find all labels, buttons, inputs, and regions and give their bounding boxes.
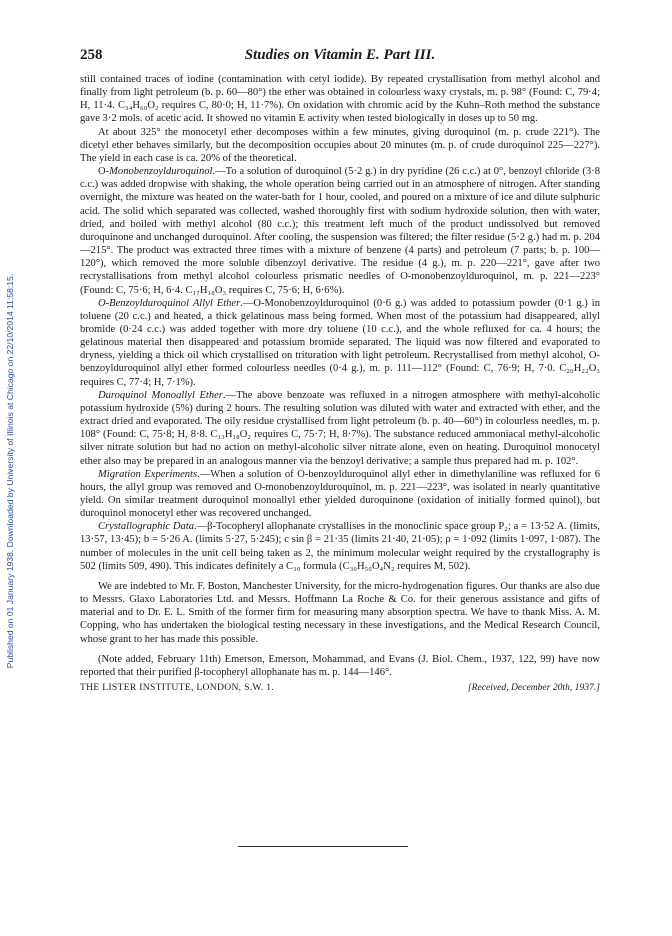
paragraph: Crystallographic Data.—β-Tocopheryl allophanate crystallises in the monoclinic space group P₂; a = 13·52 A. (limits, 13·57, 13·45); b = 5·26 A. (limits 5·27, 5·245); c sin β = 21·35 (limits 21·40, 21·05); ρ = 1·092 (limits 1·097, 1·087). The number of molecules in the unit cell being taken as 2, the minimum molecular weight required by the crystallography is 502 (limits 509, 490). This indicates definitely a C₃₀ formula (C₃₀H₅₀O₄N₂ requires M, 502). [80, 521, 600, 572]
journal-page [80, 47, 600, 696]
acknowledgements: We are indebted to Mr. F. Boston, Manchester University, for the micro-hydrogenation figures. Our thanks are also due to Messrs. Glaxo Laboratories Ltd. and Messrs. Hoffmann La Roche & Co. for their generous assistance and gifts of material and to Dr. E. L. Smith of the former firm for measuring many absorption spectra. We have to thank Miss. A. M. Copping, who has undertaken the biological testing necessary in these investigations, and the Medical Research Council, whose grant to her has made this possible. [80, 580, 600, 645]
paragraph: At about 325° the monocetyl ether decomposes within a few minutes, giving duroquinol (m. p. crude 221°). The dicetyl ether behaves similarly, but the decomposition occupies about 20 minutes (m. p. of crude duroquinol 225—227°). The yield in each case is ca. 20% of the theoretical. [80, 126, 600, 164]
note-added: (Note added, February 11th) Emerson, Emerson, Mohammad, and Evans (J. Biol. Chem., 1937, 122, 99) have now reported that their purified β-tocopheryl allophanate has m. p. 144—146°. [80, 653, 600, 678]
page-number: 258 [80, 47, 103, 63]
download-notice-sidebar [0, 0, 20, 936]
article-body [80, 73, 600, 679]
end-rule [238, 846, 408, 847]
institution-address: THE LISTER INSTITUTE, LONDON, S.W. 1. [80, 682, 275, 694]
article-footer [80, 682, 600, 696]
download-notice-text: Published on 01 January 1938. Downloaded by University of Illinois at Chicago on 22/10/2014 11:58:15. [5, 273, 15, 669]
paragraph: Duroquinol Monoallyl Ether.—The above benzoate was refluxed in a nitrogen atmosphere with methyl-alcoholic potassium hydroxide (5%) during 2 hours. The resulting solution was diluted with water and extracted with ether, and the extract dried and evaporated. The oily residue crystallised from light petroleum (b. p. 40—60°) in colourless needles, m. p. 108° (Found: C, 75·8; H, 8·8. C₁₃H₁₈O₂ requires C, 75·7; H, 8·7%). The substance reduced ammoniacal methyl-alcoholic silver nitrate solution but had no action on methyl-alcoholic silver nitrate alone, even on heating. Duroquinol monocetyl ether also may be prepared in an analogous manner via the benzoyl derivative; a sample thus prepared had m. p. 102°. [80, 389, 600, 467]
paragraph: O-Monobenzoylduroquinol.—To a solution of duroquinol (5·2 g.) in dry pyridine (26 c.c.) at 0°, benzoyl chloride (3·8 c.c.) was added dropwise with shaking, the whole operation being carried out in an atmosphere of nitrogen. After standing overnight, the mixture was heated on the water-bath for 1 hour, cooled, and poured on a mixture of ice and dilute sulphuric acid. The solid which separated was collected, washed thoroughly first with sodium hydroxide solution, then with water, dried, and boiled with methyl alcohol (80 c.c.); this treatment left much of the product undissolved but removed duroquinone and unchanged duroquinol. After cooling, the suspension was filtered; the filter residue (5·2 g.) had m. p. 204—215°. The product was extracted three times with a mixture of benzene (4 parts) and petroleum (7 parts; b. p. 100—120°), which removed the more soluble dibenzoyl derivative. The residue (4 g.), m. p. 220—221°, gave after two recrystallisations from methyl alcohol colourless prismatic needles of O-monobenzoylduroquinol, m. p. 221—223° (Found: C, 75·6; H, 6·4. C₁₇H₁₈O₃ requires C, 75·6; H, 6·6%). [80, 166, 600, 296]
paragraph: O-Benzoylduroquinol Allyl Ether.—O-Monobenzoylduroquinol (0·6 g.) was added to potassium powder (0·1 g.) in toluene (20 c.c.) and heated, a thick gelatinous mass being formed. When most of the potassium had disappeared, allyl bromide (0·24 c.c.) was added together with more dry toluene (10 c.c.), and the whole refluxed for ca. 4 hours; the gelatinous material then disappeared and potassium bromide separated. The liquid was now filtered and evaporated to dryness, yielding a thick oil which crystallised on trituration with light petroleum. Recrystallised from methyl alcohol, O-benzoylduroquinol allyl ether formed colourless needles (0·4 g.), m. p. 111—112° (Found: C, 76·9; H, 7·0. C₂₀H₂₂O₃ requires C, 77·4; H, 7·1%). [80, 297, 600, 388]
paragraph: still contained traces of iodine (contamination with cetyl iodide). By repeated crystallisation from methyl alcohol and finally from light petroleum (b. p. 60—80°) the ether was obtained in colourless waxy crystals, m. p. 98° (Found: C, 79·4; H, 11·4. C₃₄H₆₀O₂ requires C, 80·0; H, 11·7%). On oxidation with chromic acid by the Kuhn–Roth method the substance gave 3·2 mols. of acetic acid. It showed no vitamin E activity when tested biologically in doses up to 50 mg. [80, 74, 600, 125]
running-title: Studies on Vitamin E. Part III. [244, 47, 436, 63]
paragraph: Migration Experiments.—When a solution of O-benzoylduroquinol allyl ether in dimethylaniline was refluxed for 6 hours, the allyl group was removed and O-monobenzoylduroquinol, m. p. 221—223°, was isolated in nearly quantitative yield. On similar treatment duroquinol monoallyl ether yielded duroquinone (oxidation of initially formed quinol), but duroquinol monocetyl ether was recovered unchanged. [80, 468, 600, 520]
received-date: [Received, December 20th, 1937.] [467, 682, 600, 694]
page-header [80, 47, 600, 69]
